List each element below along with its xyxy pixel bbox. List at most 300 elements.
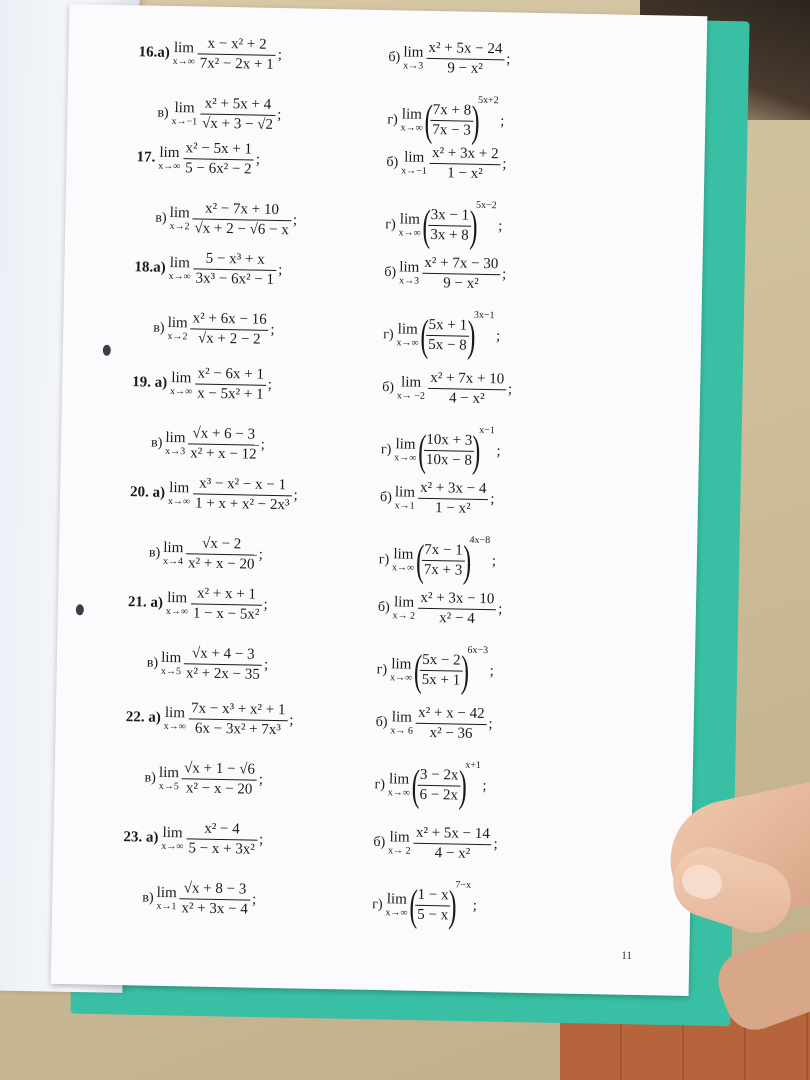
exercise-p18v — [153, 311, 275, 348]
exercise-p19b — [382, 370, 513, 407]
subexercise-label: в) — [146, 655, 159, 671]
limit-subscript: x→∞ — [163, 720, 186, 732]
semicolon: ; — [251, 891, 257, 908]
subexercise-label: б) — [388, 50, 401, 66]
subexercise-label: г) — [376, 662, 388, 678]
limit-word: lim — [159, 144, 180, 161]
exponent: x+1 — [465, 759, 481, 772]
numerator: 7x − x³ + x² + 1 — [189, 701, 288, 721]
semicolon: ; — [258, 771, 264, 788]
semicolon: ; — [292, 212, 298, 229]
limit-word: lim — [404, 148, 425, 166]
exercise-p16b — [388, 40, 511, 77]
exponent: 3x−1 — [473, 309, 495, 322]
denominator: x² + 2x − 35 — [185, 665, 260, 683]
semicolon: ; — [270, 321, 275, 338]
fraction — [192, 201, 291, 238]
limit-operator — [392, 547, 415, 573]
workbook-page — [51, 4, 708, 996]
denominator: 5 − 6x² − 2 — [185, 160, 252, 178]
limit-subscript: x→∞ — [168, 270, 191, 282]
limit-subscript: x→5 — [158, 780, 179, 792]
limit-subscript: x→3 — [403, 59, 424, 72]
limit-subscript: x→ 6 — [390, 724, 413, 737]
denominator: 7x + 3 — [423, 562, 463, 579]
limit-subscript: x→∞ — [389, 672, 413, 684]
subexercise-label: в) — [148, 545, 161, 561]
right-paren: ) — [471, 426, 481, 476]
fraction — [420, 653, 463, 689]
exercise-p23b — [373, 825, 498, 862]
limit-word: lim — [171, 369, 192, 386]
semicolon: ; — [289, 712, 294, 729]
left-paren: ( — [417, 425, 427, 475]
limit-operator — [156, 885, 177, 911]
limit-operator — [392, 595, 415, 621]
fraction — [428, 371, 507, 407]
binder-hole — [103, 345, 111, 356]
limit-subscript: x→∞ — [172, 55, 195, 67]
exercise-p19a — [132, 365, 272, 403]
subexercise-label: в) — [157, 105, 169, 121]
denominator: 4 − x² — [448, 390, 485, 408]
limit-subscript: x→ 2 — [387, 844, 411, 857]
limit-operator — [170, 370, 193, 396]
limit-word: lim — [393, 593, 415, 611]
limit-subscript: x→∞ — [169, 385, 193, 397]
limit-operator — [390, 710, 413, 736]
exercise-p22a — [125, 700, 293, 738]
numerator: x³ − x² − x − 1 — [193, 476, 292, 496]
denominator: x² − x − 20 — [185, 780, 253, 798]
numerator: x² + 3x − 10 — [418, 591, 496, 610]
numerator: √x − 2 — [186, 536, 257, 555]
denominator: 3x³ − 6x² − 1 — [195, 270, 275, 288]
limit-operator — [166, 590, 189, 616]
fraction — [190, 311, 269, 347]
semicolon: ; — [258, 546, 263, 563]
semicolon: ; — [277, 46, 283, 64]
limit-operator — [161, 825, 184, 851]
fraction — [186, 536, 257, 572]
exercise-p19g — [380, 424, 501, 476]
limit-operator — [397, 375, 426, 402]
exercise-p20b — [380, 480, 495, 517]
exercise-p20a — [130, 475, 298, 513]
right-paren: ) — [448, 881, 458, 931]
semicolon: ; — [267, 376, 273, 393]
exercise-number: 16.а) — [138, 44, 170, 61]
denominator: 6 − 2x — [419, 787, 459, 804]
numerator: 1 − x — [415, 888, 450, 907]
limit-subscript: x→3 — [165, 445, 186, 457]
numerator: x² + x − 42 — [416, 706, 487, 725]
limit-subscript: x→4 — [162, 555, 184, 567]
fraction — [193, 251, 276, 288]
fraction — [182, 761, 258, 797]
limit-operator — [169, 205, 190, 231]
exponent: 6x−3 — [467, 644, 489, 657]
limit-word: lim — [399, 211, 421, 228]
numerator: 3x − 1 — [428, 208, 471, 227]
subexercise-label: б) — [373, 834, 386, 851]
limit-operator — [158, 145, 181, 171]
limit-subscript: x→∞ — [165, 605, 189, 617]
fraction — [430, 103, 473, 139]
limit-operator — [165, 430, 186, 456]
page-number: 11 — [621, 949, 633, 962]
denominator: 1 − x² — [447, 165, 483, 182]
exercise-p18b — [384, 255, 507, 292]
limit-operator — [168, 255, 191, 281]
limit-subscript: x→∞ — [161, 840, 184, 852]
exercise-p20g — [378, 534, 497, 586]
exercise-p22v — [144, 761, 263, 798]
denominator: √x + 3 − √2 — [201, 115, 274, 133]
denominator: 5x + 1 — [421, 672, 461, 689]
exercise-p17v — [155, 201, 297, 239]
subexercise-label: б) — [382, 379, 395, 396]
limit-operator — [163, 540, 184, 566]
exercise-number: 23. а) — [123, 829, 159, 846]
limit-word: lim — [401, 106, 423, 123]
numerator: x² + 7x − 30 — [422, 256, 500, 275]
fraction — [426, 318, 469, 354]
semicolon: ; — [278, 262, 283, 279]
fraction — [195, 366, 266, 402]
limit-word: lim — [403, 43, 424, 61]
exercise-p16a — [138, 35, 282, 73]
exercise-number: 19. а) — [132, 374, 168, 391]
semicolon: ; — [489, 663, 495, 680]
numerator: 5x − 2 — [420, 653, 463, 672]
exponent: 5x+2 — [477, 94, 499, 107]
fraction — [416, 706, 487, 742]
right-paren: ) — [470, 96, 480, 146]
limit-word: lim — [163, 539, 184, 556]
limit-operator — [398, 212, 421, 238]
semicolon: ; — [491, 553, 497, 570]
limit-word: lim — [388, 771, 410, 788]
fraction — [183, 141, 254, 177]
limit-word: lim — [394, 483, 416, 501]
semicolon: ; — [500, 113, 505, 130]
left-paren: ( — [421, 200, 431, 250]
subexercise-label: б) — [375, 714, 388, 731]
semicolon: ; — [493, 836, 498, 853]
numerator: x² + 3x + 2 — [430, 146, 501, 165]
numerator: x² + 7x + 10 — [428, 371, 506, 390]
exercise-number: 17. — [136, 149, 156, 166]
exponent: 5x−2 — [475, 199, 497, 212]
numerator: x² + 3x − 4 — [418, 481, 489, 500]
exercise-number: 22. а) — [125, 709, 161, 726]
semicolon: ; — [490, 491, 495, 508]
limit-subscript: x→ −2 — [396, 389, 426, 402]
limit-word: lim — [165, 429, 186, 446]
limit-word: lim — [161, 649, 182, 666]
subexercise-label: г) — [385, 217, 396, 233]
numerator: 7x + 8 — [430, 103, 473, 122]
numerator: x² + 6x − 16 — [191, 311, 269, 330]
fraction — [422, 256, 501, 292]
exercise-p19v — [151, 426, 266, 463]
numerator: x² − 5x + 1 — [183, 141, 254, 160]
numerator: 3 − 2x — [418, 768, 461, 787]
exercise-p23a — [123, 820, 263, 858]
numerator: x − x² + 2 — [198, 36, 276, 55]
limit-subscript: x→∞ — [158, 160, 181, 172]
semicolon: ; — [293, 487, 298, 504]
limit-operator — [385, 892, 408, 918]
limit-word: lim — [174, 99, 195, 116]
limit-word: lim — [169, 254, 190, 271]
numerator: √x + 8 − 3 — [180, 881, 251, 900]
fraction — [413, 826, 492, 862]
right-paren: ) — [468, 201, 478, 251]
semicolon: ; — [263, 596, 268, 613]
semicolon: ; — [498, 218, 503, 235]
denominator: 5x − 8 — [428, 337, 467, 354]
exercise-p20v — [149, 536, 264, 573]
denominator: 1 − x² — [434, 500, 471, 517]
denominator: 9 − x² — [447, 60, 483, 77]
numerator: √x + 1 − √6 — [182, 761, 257, 780]
limit-subscript: x→∞ — [387, 787, 411, 799]
denominator: x − 5x² + 1 — [196, 385, 264, 403]
limit-word: lim — [169, 204, 190, 221]
subexercise-label: б) — [386, 155, 399, 171]
fraction — [186, 821, 257, 857]
fraction — [417, 768, 460, 804]
exercise-p16v — [157, 96, 282, 133]
semicolon: ; — [496, 443, 501, 460]
numerator: x² − 7x + 10 — [193, 201, 292, 221]
semicolon: ; — [495, 328, 501, 345]
denominator: x² + 3x − 4 — [181, 900, 248, 918]
fraction — [188, 426, 259, 462]
denominator: x² − 36 — [429, 725, 473, 742]
left-paren: ( — [415, 535, 425, 585]
limit-subscript: x→∞ — [396, 337, 419, 349]
limit-word: lim — [386, 891, 407, 908]
denominator: 5 − x — [417, 907, 449, 924]
limit-subscript: x→2 — [169, 220, 190, 232]
subexercise-label: г) — [372, 897, 383, 913]
subexercise-label: г) — [387, 112, 398, 128]
left-paren: ( — [408, 880, 418, 930]
semicolon: ; — [497, 601, 503, 618]
right-paren: ) — [466, 311, 476, 361]
numerator: x² − 4 — [187, 821, 258, 840]
numerator: 5 − x³ + x — [194, 251, 277, 271]
limit-subscript: x→∞ — [167, 495, 191, 507]
fraction — [184, 646, 263, 682]
exponent: x−1 — [479, 424, 495, 437]
subexercise-label: г) — [374, 777, 386, 793]
limit-word: lim — [395, 436, 416, 453]
limit-subscript: x→−1 — [171, 115, 198, 127]
limit-word: lim — [156, 884, 177, 901]
limit-operator — [400, 107, 423, 133]
semicolon: ; — [506, 51, 511, 68]
left-paren: ( — [413, 645, 423, 695]
semicolon: ; — [277, 106, 282, 124]
limit-word: lim — [166, 589, 188, 606]
numerator: x² + 5x − 14 — [414, 826, 492, 845]
limit-word: lim — [389, 828, 410, 846]
limit-word: lim — [400, 373, 422, 391]
limit-word: lim — [173, 39, 195, 56]
exercise-p18a — [134, 250, 283, 288]
exercise-number: 21. а) — [127, 594, 164, 611]
limit-subscript: x→5 — [160, 665, 182, 677]
limit-operator — [399, 260, 420, 286]
semicolon: ; — [488, 716, 493, 733]
limit-word: lim — [391, 656, 412, 673]
semicolon: ; — [501, 266, 507, 283]
subexercise-label: б) — [379, 489, 392, 506]
limit-subscript: x→ 2 — [392, 609, 416, 622]
numerator: 5x + 1 — [426, 318, 469, 337]
limit-word: lim — [169, 479, 190, 496]
subexercise-label: в) — [155, 210, 167, 226]
denominator: 6x − 3x² + 7x³ — [194, 720, 281, 739]
fraction — [415, 888, 451, 924]
numerator: x² + 5x − 24 — [426, 41, 504, 60]
exponent: 4x−8 — [469, 534, 491, 547]
exercise-p23v — [142, 881, 257, 918]
numerator: x² + 5x + 4 — [200, 97, 275, 116]
limit-operator — [403, 45, 424, 71]
fraction — [422, 543, 465, 579]
semicolon: ; — [507, 381, 513, 398]
numerator: 10x + 3 — [424, 433, 474, 452]
subexercise-label: в) — [144, 770, 157, 786]
left-paren: ( — [410, 760, 420, 810]
limit-word: lim — [391, 708, 413, 726]
denominator: 1 − x − 5x² — [192, 605, 260, 623]
exercise-p21g — [376, 644, 495, 696]
subexercise-label: в) — [142, 890, 154, 906]
semicolon: ; — [472, 898, 478, 915]
limit-subscript: x→2 — [167, 330, 188, 342]
limit-word: lim — [158, 764, 180, 781]
limit-subscript: x→∞ — [400, 122, 423, 134]
limit-operator — [388, 830, 411, 856]
left-paren: ( — [419, 310, 429, 360]
fraction — [428, 208, 471, 244]
exercise-p21b — [378, 590, 503, 627]
fraction — [189, 701, 288, 738]
subexercise-label: г) — [380, 442, 392, 458]
limit-operator — [394, 437, 417, 463]
limit-subscript: x→1 — [394, 499, 415, 512]
limit-subscript: x→1 — [156, 900, 177, 912]
numerator: √x + 6 − 3 — [188, 426, 259, 445]
limit-subscript: x→∞ — [394, 452, 417, 464]
semicolon: ; — [482, 778, 487, 795]
limit-word: lim — [399, 258, 420, 276]
limit-word: lim — [397, 321, 418, 338]
limit-operator — [173, 40, 196, 66]
subexercise-label: в) — [153, 320, 165, 336]
numerator: 7x − 1 — [422, 543, 465, 562]
denominator: 4 − x² — [434, 845, 471, 862]
fraction — [191, 586, 262, 622]
exercise-p17g — [385, 199, 503, 251]
numerator: x² − 6x + 1 — [195, 366, 266, 385]
denominator: x² + x − 20 — [187, 555, 255, 573]
subexercise-label: б) — [377, 599, 390, 616]
semicolon: ; — [255, 151, 261, 168]
limit-operator — [159, 765, 180, 791]
limit-word: lim — [393, 546, 414, 563]
limit-subscript: x→∞ — [398, 227, 421, 239]
fraction — [193, 476, 292, 513]
binder-hole — [76, 604, 84, 615]
semicolon: ; — [263, 656, 269, 673]
limit-subscript: x→∞ — [392, 562, 415, 574]
limit-subscript: x→−1 — [401, 164, 427, 177]
fraction — [426, 41, 505, 77]
denominator: √x + 2 − √6 − x — [194, 220, 289, 239]
numerator: √x + 4 − 3 — [184, 646, 262, 665]
limit-word: lim — [162, 824, 183, 841]
right-paren: ) — [462, 536, 472, 586]
exercise-p18g — [383, 309, 501, 361]
subexercise-label: г) — [383, 327, 394, 343]
fraction — [418, 591, 497, 627]
fraction — [418, 481, 489, 517]
numerator: x² + x + 1 — [191, 586, 262, 605]
exercise-p21v — [146, 646, 268, 683]
limit-operator — [390, 657, 413, 683]
exercise-p17b — [386, 145, 507, 182]
denominator: x² + x − 12 — [190, 445, 257, 463]
limit-operator — [396, 322, 419, 348]
limit-subscript: x→∞ — [385, 906, 408, 919]
fraction — [200, 97, 276, 133]
limit-operator — [168, 480, 191, 506]
denominator: x² − 4 — [439, 610, 475, 627]
semicolon: ; — [258, 831, 264, 848]
limit-subscript: x→3 — [398, 274, 420, 287]
limit-operator — [401, 150, 427, 176]
denominator: 3x + 8 — [430, 227, 469, 244]
fraction — [198, 36, 277, 72]
fraction — [430, 146, 501, 182]
denominator: 7x − 3 — [432, 122, 471, 139]
subexercise-label: б) — [384, 265, 397, 281]
limit-word: lim — [164, 704, 186, 721]
limit-operator — [161, 650, 182, 676]
limit-word: lim — [167, 314, 188, 331]
limit-operator — [395, 485, 416, 511]
denominator: 10x − 8 — [425, 452, 473, 470]
limit-operator — [388, 772, 411, 798]
left-paren: ( — [423, 95, 433, 145]
right-paren: ) — [458, 761, 468, 811]
denominator: 1 + x + x² − 2x³ — [194, 495, 290, 514]
semicolon: ; — [260, 436, 266, 453]
exercise-p22b — [375, 705, 493, 742]
right-paren: ) — [460, 646, 470, 696]
denominator: √x + 2 − 2 — [197, 330, 261, 348]
exercise-number: 18.а) — [134, 259, 166, 276]
limit-operator — [167, 315, 188, 341]
exercise-number: 20. а) — [129, 484, 166, 501]
